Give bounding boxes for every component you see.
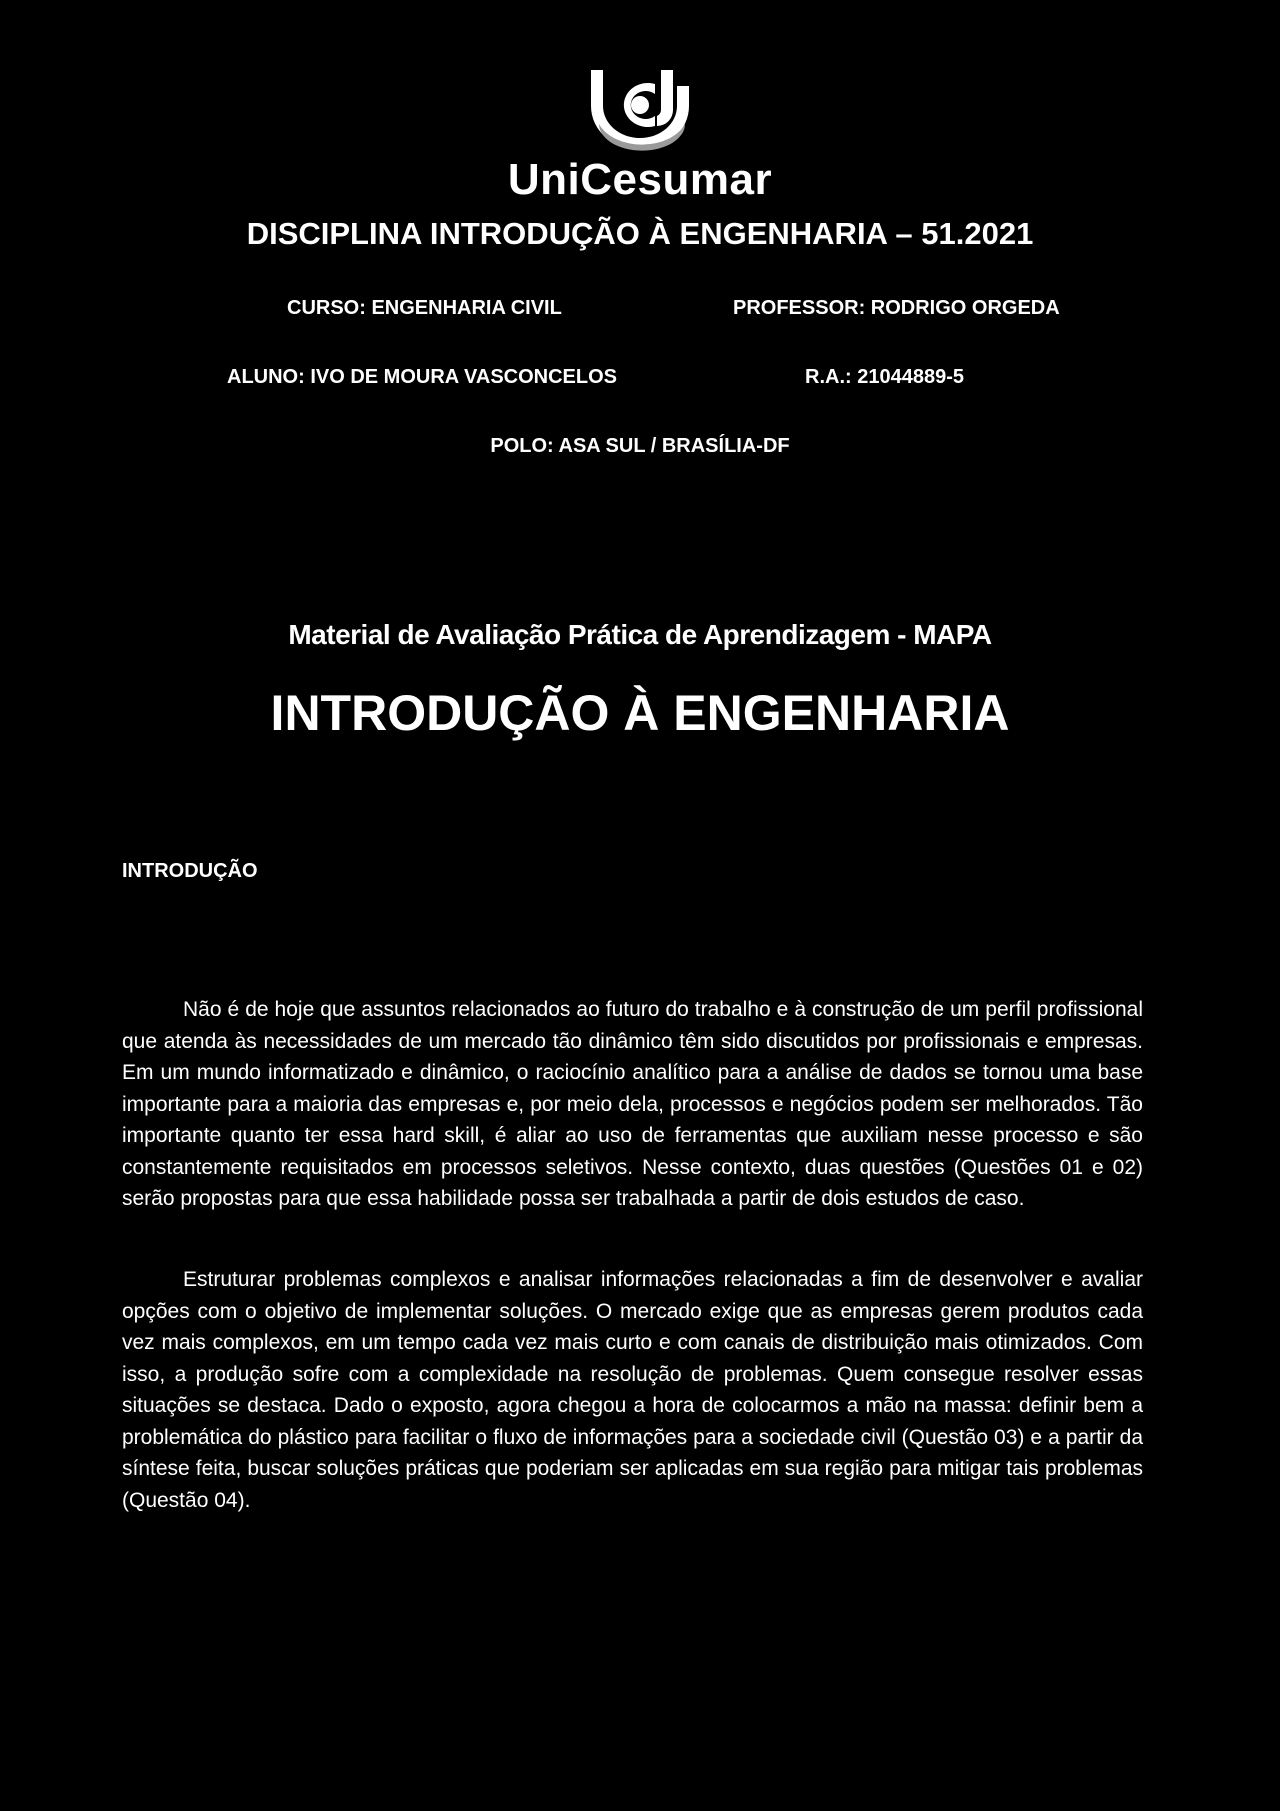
polo-field: POLO: ASA SUL / BRASÍLIA-DF <box>490 435 790 457</box>
logo-wordmark: UniCesumar <box>507 155 773 204</box>
unicesumar-emblem-icon <box>585 66 695 154</box>
unicesumar-logo <box>0 66 1280 204</box>
document-title: INTRODUÇÃO À ENGENHARIA <box>270 685 1010 741</box>
ra-field: R.A.: 21044889-5 <box>805 366 964 388</box>
discipline-title: DISCIPLINA INTRODUÇÃO À ENGENHARIA – 51.2021 <box>246 216 1034 251</box>
professor-field: PROFESSOR: RODRIGO ORGEDA <box>733 297 1060 319</box>
section-heading: INTRODUÇÃO <box>122 860 258 882</box>
document-subtitle: Material de Avaliação Prática de Aprendizagem - MAPA <box>288 619 992 650</box>
intro-paragraph-1: Não é de hoje que assuntos relacionados ao futuro do trabalho e à construção de um perfil profissional que atenda às necessidades de um mercado tão dinâmico têm sido discutidos por profissionais e empresas. Em um mundo informatizado e dinâmico, o raciocínio analítico para a análise de dados se tornou uma base importante para a maioria das empresas e, por meio dela, processos e negócios podem ser melhorados. Tão importante quanto ter essa hard skill, é aliar ao uso de ferramentas que auxiliam nesse processo e são constantemente requisitados em processos seletivos. Nesse contexto, duas questões (Questões 01 e 02) serão propostas para que essa habilidade possa ser trabalhada a partir de dois estudos de caso. <box>122 998 1143 1210</box>
student-field: ALUNO: IVO DE MOURA VASCONCELOS <box>227 366 618 388</box>
intro-paragraph-2: Estruturar problemas complexos e analisar informações relacionadas a fim de desenvolver e avaliar opções com o objetivo de implementar soluções. O mercado exige que as empresas gerem produtos cada vez mais complexos, em um tempo cada vez mais curto e com canais de distribuição mais otimizados. Com isso, a produção sofre com a complexidade na resolução de problemas. Quem consegue resolver essas situações se destaca. Dado o exposto, agora chegou a hora de colocarmos a mão na massa: definir bem a problemática do plástico para facilitar o fluxo de informações para a sociedade civil (Questão 03) e a partir da síntese feita, buscar soluções práticas que poderiam ser aplicadas em sua região para mitigar tais problemas (Questão 04). <box>122 1268 1143 1512</box>
course-field: CURSO: ENGENHARIA CIVIL <box>287 297 562 319</box>
